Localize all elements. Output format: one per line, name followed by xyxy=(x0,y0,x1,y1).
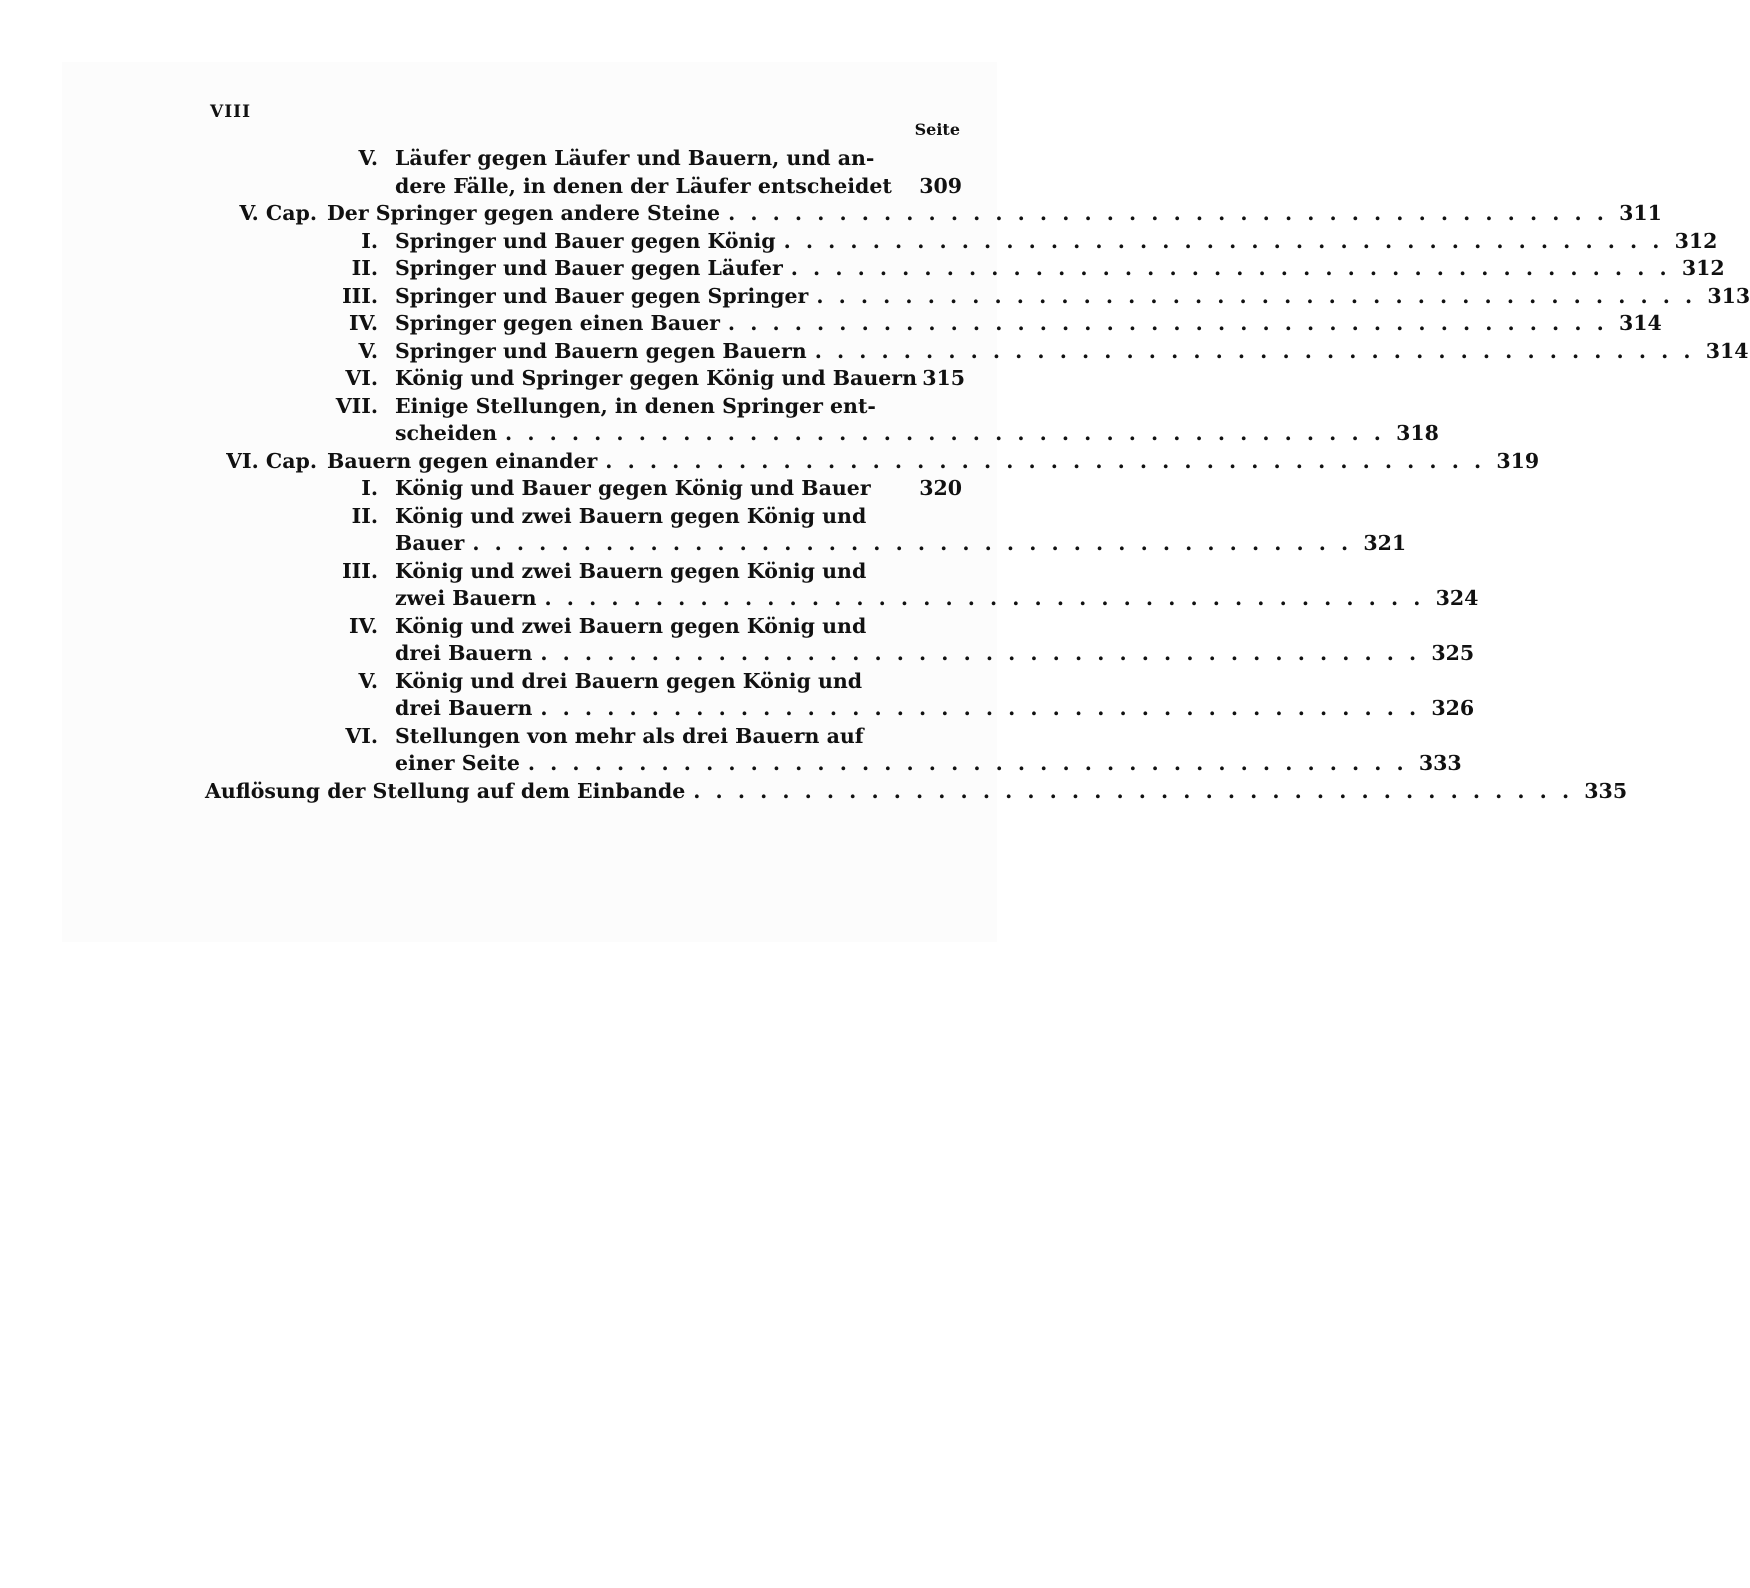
chapter-number: V. Cap. xyxy=(239,201,317,225)
toc-chapter-entry[interactable] xyxy=(205,200,1662,228)
page-reference[interactable]: 315 xyxy=(922,366,965,390)
entry-title-line: König und Springer gegen König und Bauern xyxy=(395,366,917,390)
entry-last-line xyxy=(395,585,1479,613)
dot-leader: . . . . . . . . . . . . . . . . . . . . . . . . . . . . . . . . . . . . . . . . xyxy=(540,641,1421,665)
entry-title-line: König und Bauer gegen König und Bauer xyxy=(395,476,871,500)
dot-leader: . . . . . . . . . . . . . . . . . . . . . . . . . . . . . . . . . . . . . . . . xyxy=(727,311,1608,335)
entry-title-line: König und zwei Bauern gegen König und xyxy=(395,503,867,528)
toc-appendix-entry[interactable] xyxy=(205,778,1628,806)
section-number: IV. xyxy=(348,613,378,638)
section-number: II. xyxy=(351,256,378,280)
page-reference[interactable]: 309 xyxy=(919,173,962,198)
entry-last-line xyxy=(327,200,1662,228)
section-number: I. xyxy=(361,476,378,500)
page-reference[interactable]: 314 xyxy=(1705,338,1749,363)
toc-section-entry[interactable] xyxy=(205,255,1725,283)
chapter-number: VI. Cap. xyxy=(226,448,317,473)
section-number: V. xyxy=(358,146,378,170)
entry-last-line xyxy=(395,750,1462,778)
entry-last-line xyxy=(395,365,965,393)
section-number: VI. xyxy=(345,366,378,390)
page-reference[interactable]: 321 xyxy=(1363,531,1407,555)
section-number: VII. xyxy=(335,393,378,418)
entry-title-line: Bauer xyxy=(395,531,465,555)
entry-last-line xyxy=(395,228,1718,256)
section-number: I. xyxy=(361,228,378,253)
toc-section-entry[interactable] xyxy=(205,145,962,200)
entry-title-line: Springer und Bauern gegen Bauern xyxy=(395,338,807,363)
page-reference[interactable]: 314 xyxy=(1618,311,1662,335)
entry-title-line: Auflösung der Stellung auf dem Einbande xyxy=(205,778,686,803)
dot-leader: . . . . . . . . . . . . . . . . . . . . . . . . . . . . . . . . . . . . . . . . xyxy=(472,531,1353,555)
page-reference[interactable]: 318 xyxy=(1396,421,1439,445)
toc-section-entry[interactable] xyxy=(205,283,1750,311)
entry-title-line: Stellungen von mehr als drei Bauern auf xyxy=(395,723,864,748)
entry-title-line: Springer und Bauer gegen König xyxy=(395,228,776,253)
entry-last-line xyxy=(395,695,1475,723)
dot-leader: . . . . . . . . . . . . . . . . . . . . . . . . . . . . . . . . . . . . . . . . xyxy=(544,586,1425,610)
section-number: III. xyxy=(342,283,378,308)
entry-last-line xyxy=(395,475,962,503)
dot-leader: . . . . . . . . . . . . . . . . . . . . . . . . . . . . . . . . . . . . . . . . xyxy=(527,751,1408,775)
page-column-header: Seite xyxy=(914,120,960,139)
page-reference[interactable]: 313 xyxy=(1707,283,1750,308)
entry-title-line: scheiden xyxy=(395,421,498,445)
page-reference[interactable]: 326 xyxy=(1431,696,1475,720)
entry-last-line xyxy=(395,310,1662,338)
entry-last-line xyxy=(395,255,1725,283)
entry-title-line: Springer gegen einen Bauer xyxy=(395,311,720,335)
entry-title-line: König und zwei Bauern gegen König und xyxy=(395,613,867,638)
dot-leader: . . . . . . . . . . . . . . . . . . . . . . . . . . . . . . . . . . . . . . . . xyxy=(693,778,1574,803)
entry-last-line xyxy=(395,283,1750,311)
entry-title-line: König und zwei Bauern gegen König und xyxy=(395,558,867,583)
entry-title-line: Springer und Bauer gegen Läufer xyxy=(395,256,783,280)
entry-title-line: drei Bauern xyxy=(395,641,533,665)
entry-last-line xyxy=(395,530,1407,558)
section-number: V. xyxy=(358,668,378,693)
toc-section-entry[interactable] xyxy=(205,723,1462,778)
table-of-contents xyxy=(205,145,1750,805)
entry-last-line xyxy=(205,778,1628,806)
page-reference[interactable]: 311 xyxy=(1619,201,1662,225)
page-reference[interactable]: 333 xyxy=(1418,751,1462,775)
toc-section-entry[interactable] xyxy=(205,365,965,393)
toc-chapter-entry[interactable] xyxy=(205,448,1540,476)
dot-leader: . . . . . . . . . . . . . . . . . . . . . . . . . . . . . . . . . . . . . . . . xyxy=(605,448,1486,473)
section-number: VI. xyxy=(345,723,378,748)
section-number: V. xyxy=(358,338,378,363)
toc-section-entry[interactable] xyxy=(205,668,1475,723)
entry-title-line: Der Springer gegen andere Steine xyxy=(327,201,721,225)
page-reference[interactable]: 320 xyxy=(919,476,962,500)
page-reference[interactable]: 324 xyxy=(1435,586,1479,610)
section-number: II. xyxy=(351,503,378,528)
dot-leader: . . . . . . . . . . . . . . . . . . . . . . . . . . . . . . . . . . . . . . . . xyxy=(783,228,1664,253)
dot-leader: . . . . . . . . . . . . . . . . . . . . . . . . . . . . . . . . . . . . . . . . xyxy=(790,256,1671,280)
entry-title-line: Bauern gegen einander xyxy=(327,448,598,473)
entry-last-line xyxy=(395,640,1475,668)
toc-section-entry[interactable] xyxy=(205,393,1439,448)
entry-title-line: Läufer gegen Läufer und Bauern, und an- xyxy=(395,146,875,170)
dot-leader: . . . . . . . . . . . . . . . . . . . . . . . . . . . . . . . . . . . . . . . . xyxy=(816,283,1697,308)
toc-section-entry[interactable] xyxy=(205,475,962,503)
section-number: III. xyxy=(342,558,378,583)
entry-title-line: Einige Stellungen, in denen Springer ent- xyxy=(395,393,876,418)
dot-leader: . . . . . . . . . . . . . . . . . . . . . . . . . . . . . . . . . . . . . . . . xyxy=(728,201,1608,225)
page-reference[interactable]: 325 xyxy=(1431,641,1475,665)
entry-title-line: einer Seite xyxy=(395,751,520,775)
entry-last-line xyxy=(395,338,1749,366)
entry-title-line: drei Bauern xyxy=(395,696,533,720)
page-number: VIII xyxy=(210,102,252,122)
page-reference[interactable]: 335 xyxy=(1584,778,1628,803)
entry-title-line: dere Fälle, in denen der Läufer entscheidet xyxy=(395,173,892,198)
page-reference[interactable]: 319 xyxy=(1496,448,1540,473)
toc-section-entry[interactable] xyxy=(205,613,1475,668)
dot-leader: . . . . . . . . . . . . . . . . . . . . . . . . . . . . . . . . . . . . . . . . xyxy=(540,696,1421,720)
toc-section-entry[interactable] xyxy=(205,503,1407,558)
entry-last-line xyxy=(395,173,962,201)
entry-title-line: Springer und Bauer gegen Springer xyxy=(395,283,809,308)
dot-leader: . . . . . . . . . . . . . . . . . . . . . . . . . . . . . . . . . . . . . . . . xyxy=(505,421,1385,445)
toc-section-entry[interactable] xyxy=(205,310,1662,338)
page-reference[interactable]: 312 xyxy=(1674,228,1718,253)
page-reference[interactable]: 312 xyxy=(1681,256,1725,280)
toc-section-entry[interactable] xyxy=(205,228,1718,256)
toc-section-entry[interactable] xyxy=(205,558,1479,613)
entry-last-line xyxy=(395,420,1439,448)
section-number: IV. xyxy=(348,311,378,335)
entry-last-line xyxy=(327,448,1540,476)
dot-leader: . . . . . . . . . . . . . . . . . . . . . . . . . . . . . . . . . . . . . . . . xyxy=(814,338,1695,363)
toc-section-entry[interactable] xyxy=(205,338,1749,366)
entry-title-line: zwei Bauern xyxy=(395,586,537,610)
entry-title-line: König und drei Bauern gegen König und xyxy=(395,668,863,693)
